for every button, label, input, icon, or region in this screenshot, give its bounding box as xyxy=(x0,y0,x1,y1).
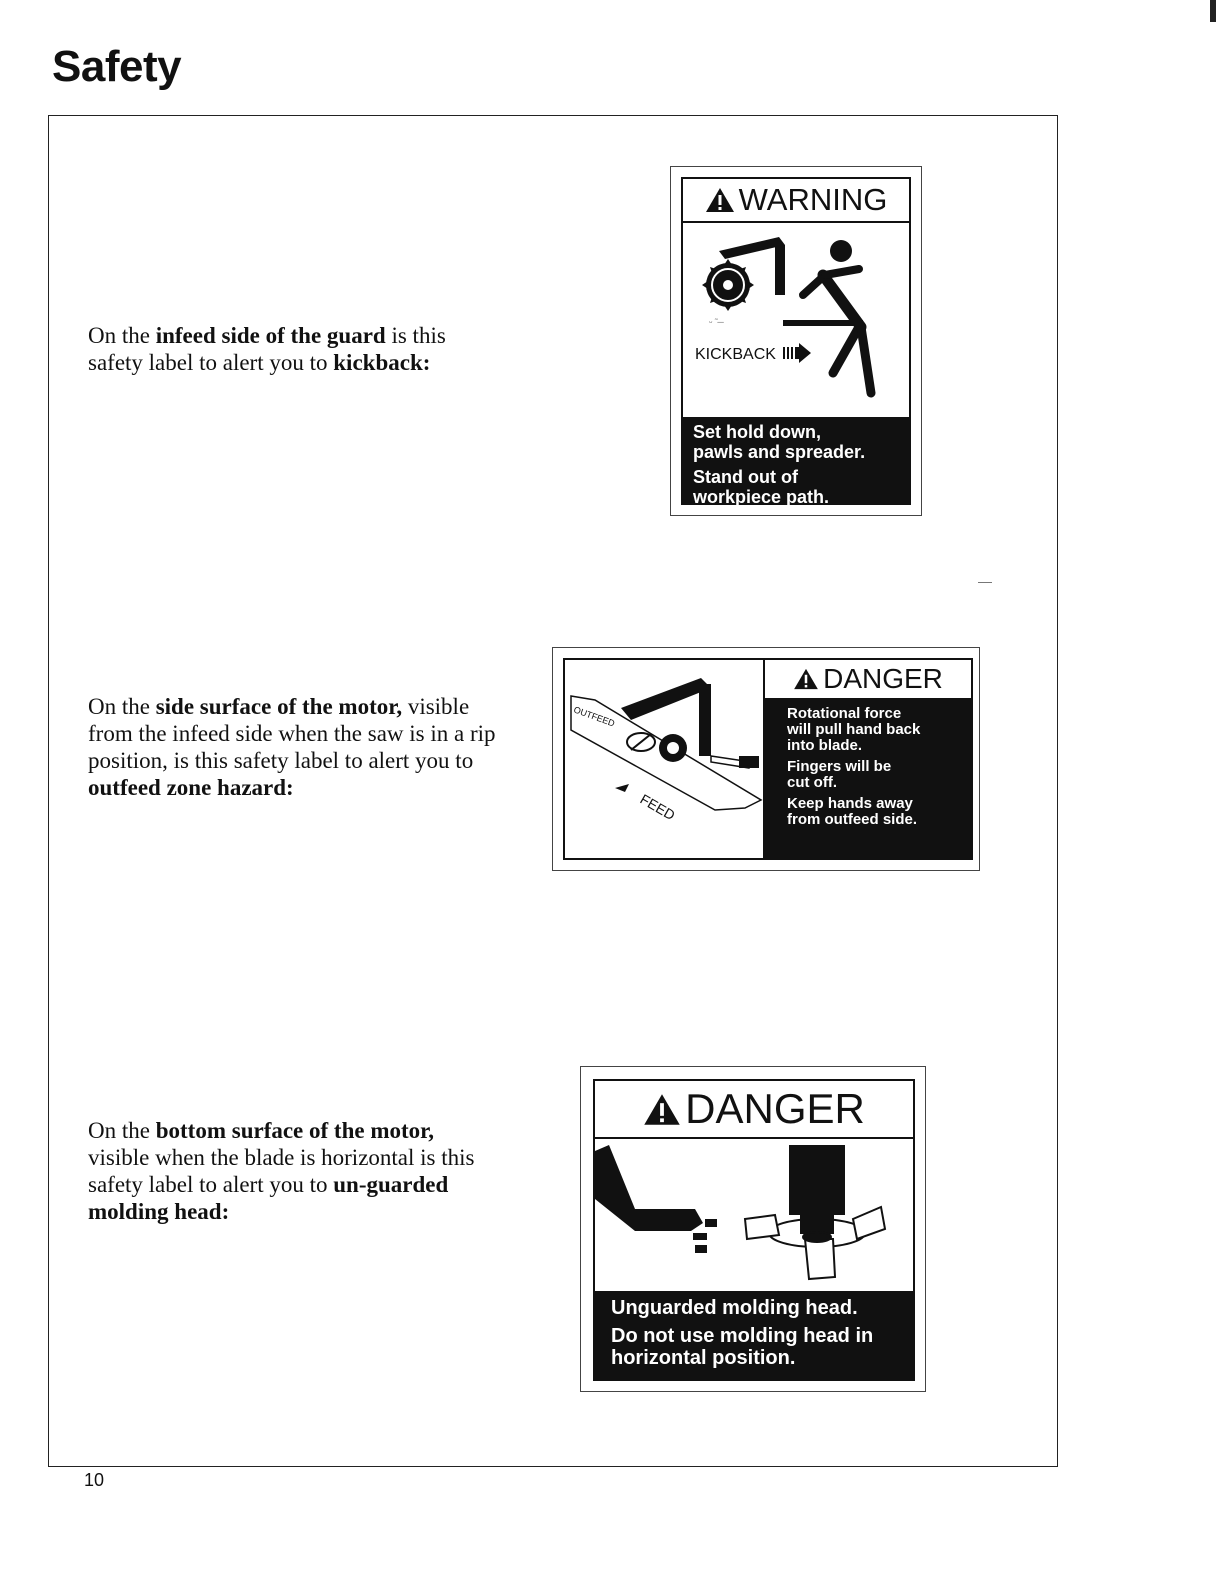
svg-text:OUTFEED: OUTFEED xyxy=(572,704,617,729)
danger-header: DANGER xyxy=(765,660,971,700)
page-number: 10 xyxy=(84,1470,105,1490)
danger-header: DANGER xyxy=(595,1081,913,1139)
svg-text:ᵕ ̃ ─: ᵕ ̃ ─ xyxy=(709,317,724,327)
molding-head-description: On the bottom surface of the motor, visible when the blade is horizontal is this safety label to alert you to un-guarded molding head: xyxy=(88,1118,475,1224)
kickback-description: On the infeed side of the guard is this safety label to alert you to kickback: xyxy=(88,323,446,375)
kickback-arrow-icon xyxy=(783,343,811,363)
outfeed-description: On the side surface of the motor, visible from the infeed side when the saw is in a rip position, is this safety label to alert you to outfeed zone hazard: xyxy=(88,694,496,800)
warning-triangle-icon xyxy=(705,187,735,213)
scan-mark xyxy=(1210,0,1216,22)
warning-instructions: Set hold down, pawls and spreader. Stand out of workpiece path. xyxy=(683,417,909,503)
svg-text:FEED: FEED xyxy=(637,790,678,824)
molding-head-instructions: Unguarded molding head. Do not use molding head in horizontal position. xyxy=(595,1291,913,1379)
warning-triangle-icon xyxy=(793,668,819,690)
saw-blade-icon xyxy=(659,734,687,762)
warning-triangle-icon xyxy=(643,1093,681,1126)
no-hand-icon xyxy=(627,733,655,751)
saw-blade-icon xyxy=(702,259,754,311)
svg-text:KICKBACK: KICKBACK xyxy=(695,346,776,363)
outfeed-danger-label xyxy=(552,647,980,871)
stray-mark xyxy=(978,582,992,583)
page-title: Safety xyxy=(52,42,182,91)
kickback-pictogram xyxy=(683,223,909,413)
person-icon xyxy=(803,240,871,393)
outfeed-danger-panel xyxy=(763,660,971,858)
molding-head-icon xyxy=(745,1207,885,1279)
molding-head-pictogram xyxy=(595,1139,913,1289)
outfeed-pictogram xyxy=(565,660,765,858)
molding-head-danger-label xyxy=(580,1066,926,1392)
warning-header: WARNING xyxy=(683,179,909,223)
kickback-warning-label xyxy=(670,166,922,516)
feed-arrow-icon xyxy=(615,784,629,792)
outfeed-instructions: Rotational force will pull hand back into blade. Fingers will be cut off. Keep hands away from outfeed side. xyxy=(765,700,971,858)
